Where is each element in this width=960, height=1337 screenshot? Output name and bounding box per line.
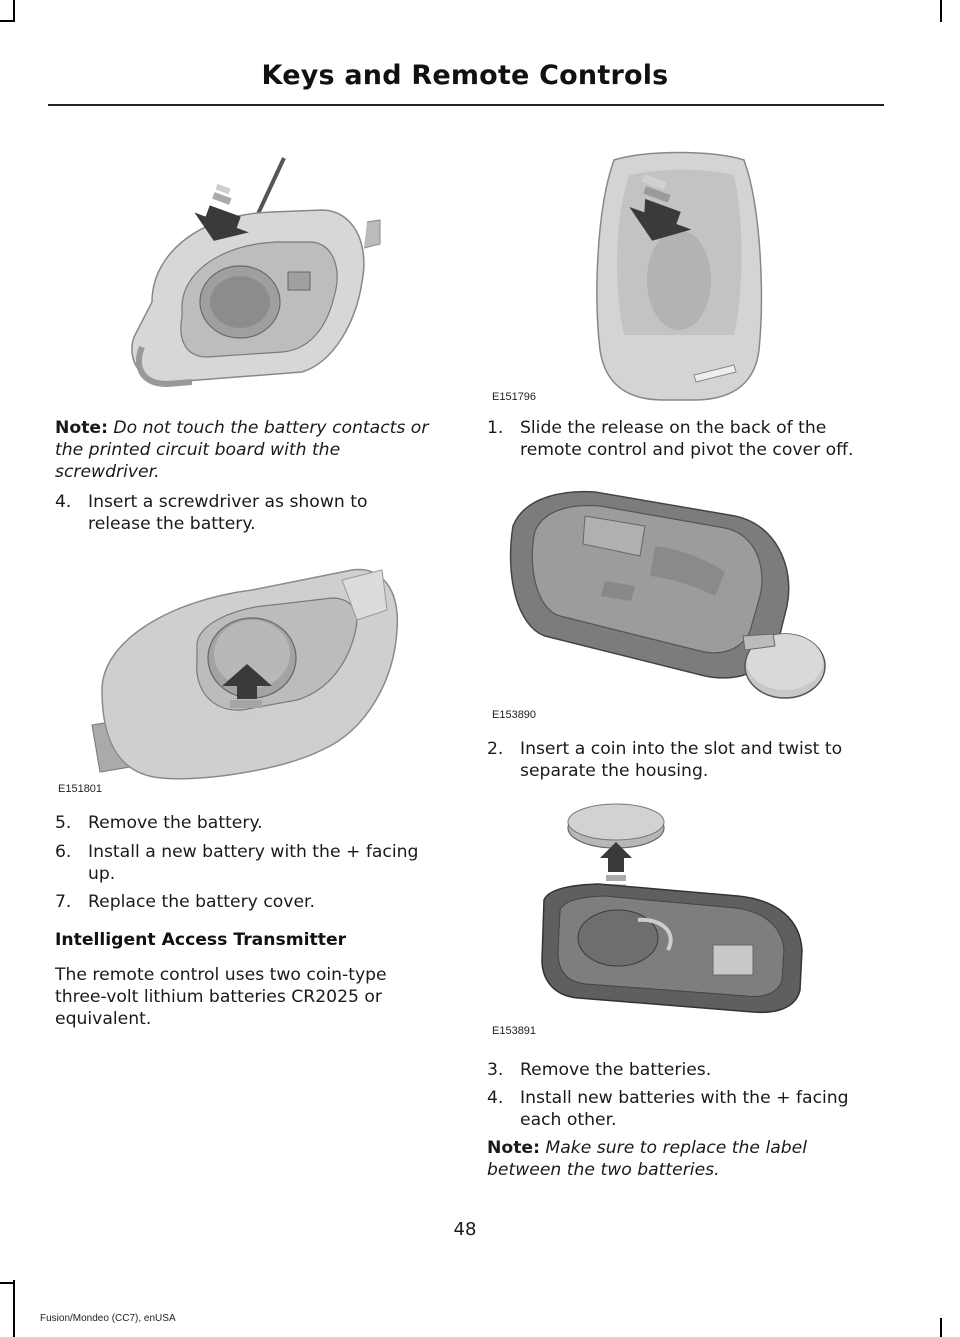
figure-code-e153890: E153890: [492, 709, 537, 721]
left-note-text-2: the printed circuit board with the: [55, 440, 341, 460]
crop-mark-top-left-h: [0, 20, 14, 22]
left-step-6-line-1: Install a new battery with the + facing: [88, 842, 419, 862]
right-step-2: [487, 738, 897, 784]
figure-housing-battery-lift: [538, 800, 808, 1020]
right-step-3: [487, 1059, 897, 1081]
crop-mark-top-right-v: [940, 0, 942, 22]
figure-fob-cover-off: [505, 486, 835, 708]
left-paragraph-line-1: The remote control uses two coin-type: [55, 965, 387, 985]
right-step-4-line-2: each other.: [520, 1110, 617, 1130]
right-step-2-line-1: Insert a coin into the slot and twist to: [520, 739, 843, 759]
crop-mark-bottom-left-h: [0, 1282, 14, 1284]
left-step-4: [55, 491, 455, 537]
figure-key-screwdriver: [112, 152, 382, 402]
figure-code-e153891: E153891: [492, 1025, 537, 1037]
right-step-3-number: 3.: [487, 1060, 504, 1080]
figure-code-e151801: E151801: [58, 783, 103, 795]
left-note-label: Note:: [55, 418, 108, 438]
left-step-4-number: 4.: [55, 492, 72, 512]
left-step-7-number: 7.: [55, 892, 72, 912]
right-note-text-1: Make sure to replace the label: [545, 1138, 808, 1158]
section-heading: Intelligent Access Transmitter: [55, 930, 347, 950]
footer-text: Fusion/Mondeo (CC7), enUSA: [40, 1313, 176, 1324]
right-step-4: [487, 1087, 897, 1133]
figure-key-battery-removal: [82, 550, 402, 786]
right-step-2-line-2: separate the housing.: [520, 761, 709, 781]
right-step-1-number: 1.: [487, 418, 504, 438]
right-step-4-line-1: Install new batteries with the + facing: [520, 1088, 849, 1108]
left-step-5: [55, 812, 455, 834]
left-paragraph-line-3: equivalent.: [55, 1009, 152, 1029]
left-step-6-line-2: up.: [88, 864, 116, 884]
left-step-7-line-1: Replace the battery cover.: [88, 892, 315, 912]
left-step-5-number: 5.: [55, 813, 72, 833]
left-note-text-3: screwdriver.: [55, 462, 160, 482]
right-step-4-number: 4.: [487, 1088, 504, 1108]
left-step-7: [55, 891, 455, 913]
left-paragraph-line-2: three-volt lithium batteries CR2025 or: [55, 987, 382, 1007]
figure-code-e151796: E151796: [492, 391, 537, 403]
page-header-title: Keys and Remote Controls: [261, 60, 669, 91]
crop-mark-bottom-right-v: [940, 1318, 942, 1337]
left-step-6-number: 6.: [55, 842, 72, 862]
right-step-2-number: 2.: [487, 739, 504, 759]
crop-mark-bottom-left-v: [13, 1280, 15, 1337]
left-step-6: [55, 841, 455, 887]
left-note-text-1: Do not touch the battery contacts or: [113, 418, 429, 438]
header-rule: [48, 104, 884, 106]
right-step-1-line-2: remote control and pivot the cover off.: [520, 440, 854, 460]
page-number: 48: [453, 1219, 477, 1240]
figure-key-fob-back: [584, 150, 774, 402]
left-step-4-line-2: release the battery.: [88, 514, 256, 534]
right-step-1-line-1: Slide the release on the back of the: [520, 418, 827, 438]
left-step-4-line-1: Insert a screwdriver as shown to: [88, 492, 368, 512]
left-paragraph: [55, 964, 455, 1030]
right-note: [487, 1137, 897, 1181]
right-note-label: Note:: [487, 1138, 540, 1158]
left-step-5-line-1: Remove the battery.: [88, 813, 263, 833]
left-note: [55, 417, 455, 483]
crop-mark-top-left-v: [13, 0, 15, 22]
right-step-3-line-1: Remove the batteries.: [520, 1060, 712, 1080]
right-note-text-2: between the two batteries.: [487, 1160, 720, 1180]
right-step-1: [487, 417, 897, 463]
